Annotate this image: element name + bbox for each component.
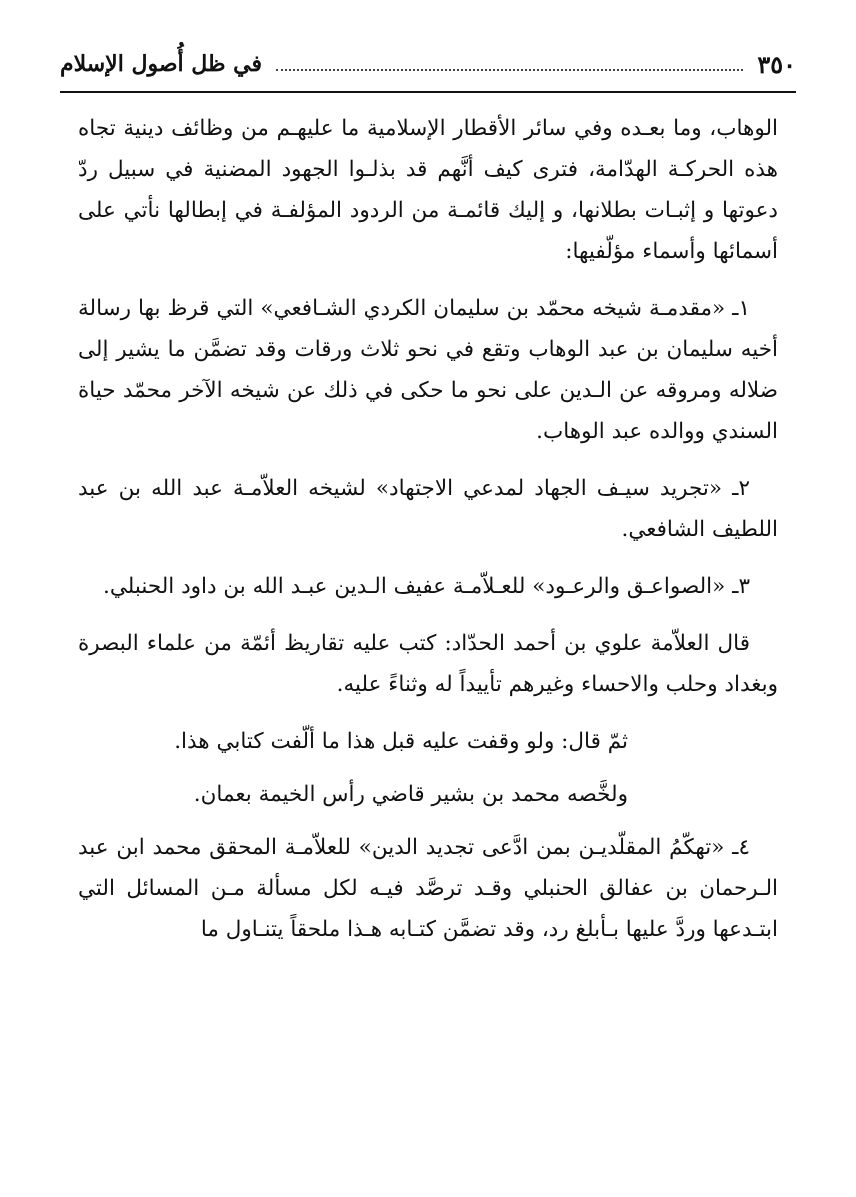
paragraph-item-1: ١ـ «مقدمـة شيخه محمّد بن سليمان الكردي الشـافعي» التي قرظ بها رسالة أخيه سليمان بن عبد الوهاب وتقع في نحو ثلاث ورقات وقد تضمَّن ما يشير إلى ضلاله ومروقه عن الـدين على نحو ما حكى في ذلك عن شيخه الآخر محمّد حياة السندي ووالده عبد الوهاب. xyxy=(78,296,778,444)
paragraph-item-3: ٣ـ «الصواعـق والرعـود» للعـلاّمـة عفيف الـدين عبـد الله بن داود الحنبلي. xyxy=(103,574,750,599)
body-text xyxy=(78,108,778,966)
paragraph-item-2: ٢ـ «تجريد سيـف الجهاد لمدعي الاجتهاد» لشيخه العلاّمـة عبد الله بن عبد اللطيف الشافعي. xyxy=(78,476,778,542)
paragraph-summary-note: ولخَّصه محمد بن بشير قاضي رأس الخيمة بعمان. xyxy=(193,782,628,807)
paragraph-intro: الوهاب، وما بعـده وفي سائر الأقطار الإسلامية ما عليهـم من وظائف دينية تجاه هذه الحركـة الهدّامة، فترى كيف أنَّهم قد بذلـوا الجهود المضنية في سبيل ردّ دعوتها و إثبـات بطلانها، و إليك قائمـة من الردود المؤلفـة في إبطالها نأتي على أسمائها وأسماء مؤلّفيها: xyxy=(78,116,778,264)
paragraph-item-4: ٤ـ «تهكّمُ المقلّديـن بمن ادَّعى تجديد الدين» للعلاّمـة المحقق محمد ابن عبد الـرحمان بن عفالق الحنبلي وقـد ترصَّد فيـه لكل مسألة مـن المسائل التي ابتـدعها وردَّ عليها بـأبلغ رد، وقد تضمَّن كتـابه هـذا ملحقاً يتنـاول ما xyxy=(78,835,778,942)
paragraph-quote-continued: ثمّ قال: ولو وقفت عليه قبل هذا ما ألّفت كتابي هذا. xyxy=(174,729,628,754)
header-dotted-leader xyxy=(276,57,743,71)
running-title: في ظل أُصول الإسلام xyxy=(60,51,262,77)
page-header xyxy=(60,40,796,88)
page-number: ٣٥٠ xyxy=(757,49,796,79)
paragraph-quote-haddad: قال العلاّمة علوي بن أحمد الحدّاد: كتب عليه تقاريظ أئمّة من علماء البصرة وبغداد وحلب والاحساء وغيرهم تأييداً له وثناءً عليه. xyxy=(78,631,778,697)
header-rule xyxy=(60,91,796,93)
